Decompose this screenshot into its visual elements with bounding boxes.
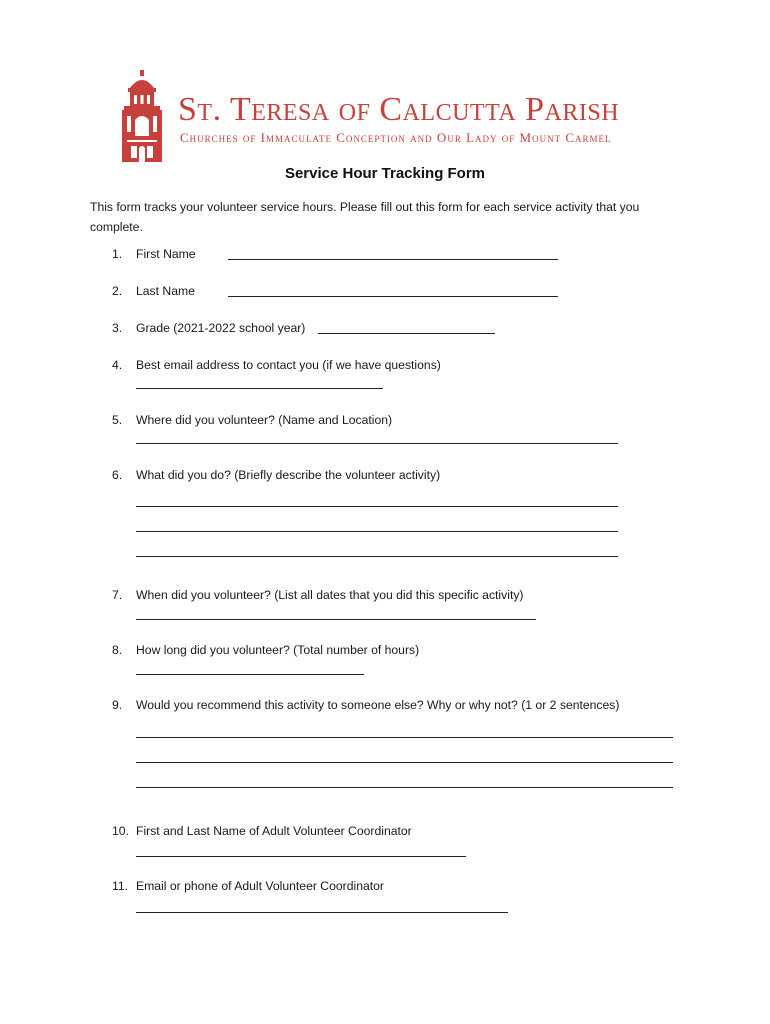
question-11	[112, 876, 384, 896]
question-10	[112, 821, 412, 841]
question-label: Would you recommend this activity to someone else? Why or why not? (1 or 2 sentences)	[136, 698, 620, 712]
total-hours-field[interactable]	[136, 674, 364, 675]
activity-description-line-1[interactable]	[136, 506, 618, 507]
question-number: 11.	[112, 879, 129, 893]
question-number: 6.	[112, 468, 123, 482]
form-title: Service Hour Tracking Form	[284, 165, 486, 182]
question-label: How long did you volunteer? (Total number of hours)	[136, 643, 420, 657]
question-number: 2.	[112, 284, 123, 298]
form-intro: This form tracks your volunteer service hours. Please fill out this form for each service activity that you complete.	[90, 200, 640, 234]
church-tower-icon	[116, 70, 168, 162]
question-7	[112, 585, 523, 605]
question-number: 7.	[112, 588, 123, 602]
recommendation-line-2[interactable]	[136, 762, 673, 763]
activity-description-line-3[interactable]	[136, 556, 618, 557]
parish-logo	[116, 70, 686, 162]
question-1	[112, 244, 196, 264]
question-label: When did you volunteer? (List all dates that you did this specific activity)	[136, 588, 524, 602]
email-field[interactable]	[136, 388, 383, 389]
question-number: 1.	[112, 247, 123, 261]
question-label: Where did you volunteer? (Name and Location)	[136, 413, 393, 427]
first-name-field[interactable]	[228, 259, 558, 260]
question-label: Grade (2021-2022 school year)	[136, 321, 306, 335]
question-label: Email or phone of Adult Volunteer Coordinator	[136, 879, 384, 893]
volunteer-dates-field[interactable]	[136, 619, 536, 620]
question-number: 10.	[112, 824, 129, 838]
question-number: 3.	[112, 321, 123, 335]
question-8	[112, 640, 419, 660]
last-name-field[interactable]	[228, 296, 558, 297]
question-4	[112, 355, 441, 375]
question-label: First and Last Name of Adult Volunteer Coordinator	[136, 824, 412, 838]
question-label: What did you do? (Briefly describe the volunteer activity)	[136, 468, 441, 482]
activity-description-line-2[interactable]	[136, 531, 618, 532]
question-3	[112, 318, 305, 338]
coordinator-contact-field[interactable]	[136, 912, 508, 913]
recommendation-line-3[interactable]	[136, 787, 673, 788]
question-label: First Name	[136, 247, 196, 261]
volunteer-location-field[interactable]	[136, 443, 618, 444]
coordinator-name-field[interactable]	[136, 856, 466, 857]
question-9	[112, 695, 619, 715]
question-number: 4.	[112, 358, 123, 372]
question-number: 5.	[112, 413, 123, 427]
question-number: 8.	[112, 643, 123, 657]
grade-field[interactable]	[318, 333, 495, 334]
recommendation-line-1[interactable]	[136, 737, 673, 738]
question-number: 9.	[112, 698, 123, 712]
parish-subtitle: Churches of Immaculate Conception and Our Lady of Mount Carmel	[180, 130, 612, 145]
question-5	[112, 410, 392, 430]
parish-name: St. Teresa of Calcutta Parish	[178, 91, 620, 128]
question-6	[112, 465, 440, 485]
question-label: Last Name	[136, 284, 195, 298]
question-label: Best email address to contact you (if we have questions)	[136, 358, 441, 372]
question-2	[112, 281, 195, 301]
